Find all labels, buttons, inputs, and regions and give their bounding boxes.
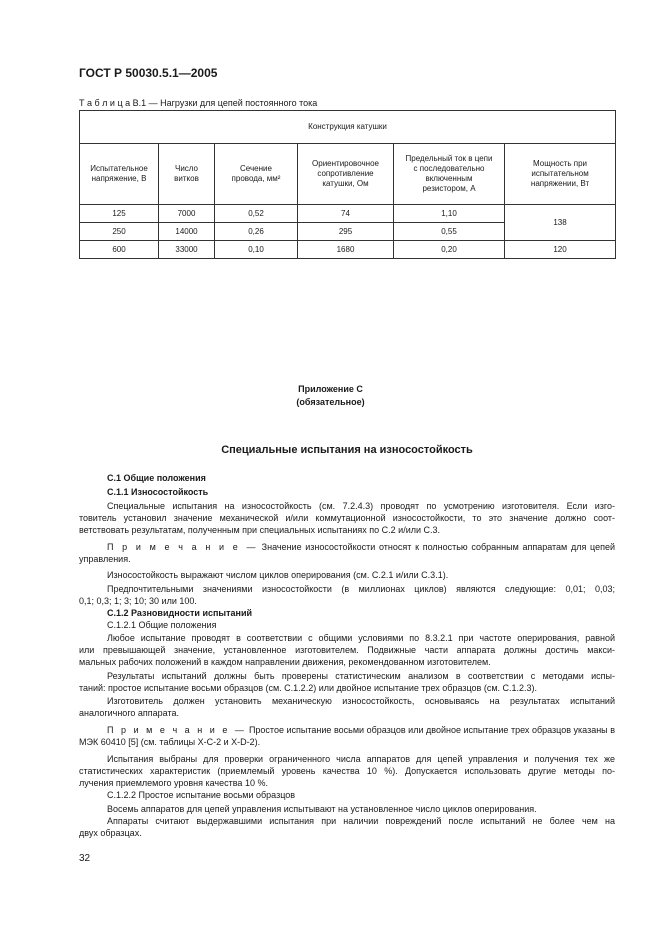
table-cell: 0,10 bbox=[215, 241, 298, 259]
column-header: Ориентировочное сопротивление катушки, Ом bbox=[298, 144, 394, 205]
paragraph-line: двух образцах. bbox=[79, 828, 142, 838]
paragraph-line: таний: простое испытание восьми образцов (см. С.1.2.2) или двойное испытание трех образцов (см. С.1.2.3). bbox=[79, 683, 538, 693]
table-cell: 120 bbox=[505, 241, 616, 259]
table-cell: 7000 bbox=[159, 205, 215, 223]
table-caption-text: В.1 — Нагрузки для цепей постоянного тока bbox=[132, 98, 318, 108]
table-header-row bbox=[80, 144, 616, 205]
table-caption bbox=[79, 98, 317, 108]
paragraph-line: 0,1; 0,3; 1; 3; 10; 30 или 100. bbox=[79, 596, 197, 606]
paragraph-line: Специальные испытания на износостойкость (см. 7.2.4.3) проводят по усмотрению изготовителя. Если изго- bbox=[107, 501, 615, 511]
note-text: Значение износостойкости относят к полностью собранным аппаратам для цепей bbox=[257, 542, 615, 552]
paragraph-line: или превышающей значение, установленное изготовителем. Подвижные части аппарата должны достичь макси- bbox=[79, 645, 615, 655]
table-caption-prefix: Т а б л и ц а bbox=[79, 98, 131, 108]
table-row bbox=[80, 241, 616, 259]
column-header: Предельный ток в цепи с последовательно включенным резистором, А bbox=[394, 144, 505, 205]
column-header: Испытательное напряжение, В bbox=[80, 144, 159, 205]
heading-c11: С.1.1 Износостойкость bbox=[107, 487, 209, 497]
paragraph-line: Любое испытание проводят в соответствии с общими условиями по 8.3.2.1 при частоте оперирования, равной bbox=[107, 633, 615, 643]
paragraph-line: аналогичного аппарата. bbox=[79, 708, 180, 718]
note-prefix: П р и м е ч а н и е — bbox=[107, 725, 247, 735]
note-line: управления. bbox=[79, 554, 131, 564]
heading-c122: С.1.2.2 Простое испытание восьми образцов bbox=[107, 790, 296, 800]
table-cell: 250 bbox=[80, 223, 159, 241]
note-line: МЭК 60410 [5] (см. таблицы X-C-2 и X-D-2). bbox=[79, 737, 261, 747]
paragraph-line: мальных рабочих положений в каждом направлении движения, рекомендованном изготовителем. bbox=[79, 657, 491, 667]
paragraph-line: ветствовать результатам, полученным при специальных испытаниях по С.2 и/или С.3. bbox=[79, 525, 441, 535]
paragraph-line: Испытания выбраны для проверки ограниченного числа аппаратов для цепей управления и получения тех же bbox=[107, 754, 615, 764]
note-prefix: П р и м е ч а н и е — bbox=[107, 542, 258, 552]
table-cell: 0,52 bbox=[215, 205, 298, 223]
paragraph-line: статистических характеристик (приемлемый уровень качества 10 %). Допускается использовать другие методы по- bbox=[79, 766, 615, 776]
table-cell: 0,26 bbox=[215, 223, 298, 241]
section-title: Специальные испытания на износостойкость bbox=[221, 444, 473, 456]
table-row bbox=[80, 205, 616, 223]
table-cell: 1680 bbox=[298, 241, 394, 259]
column-header: Сечение провода, мм² bbox=[215, 144, 298, 205]
paragraph-line: Восемь аппаратов для цепей управления испытывают на установленное число циклов оперирования. bbox=[107, 804, 537, 814]
annex-status: (обязательное) bbox=[296, 397, 365, 407]
table-cell: 600 bbox=[80, 241, 159, 259]
table-cell: 14000 bbox=[159, 223, 215, 241]
heading-c1: С.1 Общие положения bbox=[107, 473, 206, 483]
heading-c12: С.1.2 Разновидности испытаний bbox=[107, 608, 253, 618]
annex-label: Приложение С bbox=[298, 384, 363, 394]
table-cell: 125 bbox=[80, 205, 159, 223]
paragraph-line: Аппараты считают выдержавшими испытания при наличии повреждений после испытаний не более чем на bbox=[107, 816, 615, 826]
table-cell: 33000 bbox=[159, 241, 215, 259]
table-group-header: Конструкция катушки bbox=[80, 111, 616, 144]
dc-loads-table bbox=[79, 110, 616, 259]
page-number: 32 bbox=[79, 853, 91, 864]
table-cell: 0,55 bbox=[394, 223, 505, 241]
table-cell: 1,10 bbox=[394, 205, 505, 223]
paragraph-line: Износостойкость выражают числом циклов оперирования (см. С.2.1 и/или С.3.1). bbox=[107, 570, 449, 580]
table-cell: 0,20 bbox=[394, 241, 505, 259]
table-cell: 74 bbox=[298, 205, 394, 223]
heading-c121: С.1.2.1 Общие положения bbox=[107, 620, 217, 630]
note-line bbox=[107, 725, 615, 736]
paragraph-line: лучения приемлемого уровня качества 10 %. bbox=[79, 778, 268, 788]
paragraph-line: Предпочтительными значениями износостойкости (в миллионах циклов) являются следующие: 0,01; 0,03; bbox=[107, 584, 615, 594]
paragraph-line: Изготовитель должен установить механическую износостойкость, основываясь на результатах испытаний bbox=[107, 696, 615, 706]
column-header: Число витков bbox=[159, 144, 215, 205]
note-line bbox=[107, 542, 615, 553]
table-cell: 295 bbox=[298, 223, 394, 241]
paragraph-line: товитель установил значение механической и/или коммутационной износостойкости, то это значение должно соот- bbox=[79, 513, 615, 523]
document-header: ГОСТ Р 50030.5.1—2005 bbox=[79, 66, 218, 80]
column-header: Мощность при испытательном напряжении, Вт bbox=[505, 144, 616, 205]
table-cell-merged-power: 138 bbox=[505, 205, 616, 241]
paragraph-line: Результаты испытаний должны быть проверены статистическим анализом в соответствии с методами испы- bbox=[107, 671, 615, 681]
note-text: Простое испытание восьми образцов или двойное испытание трех образцов указаны в bbox=[246, 725, 615, 735]
